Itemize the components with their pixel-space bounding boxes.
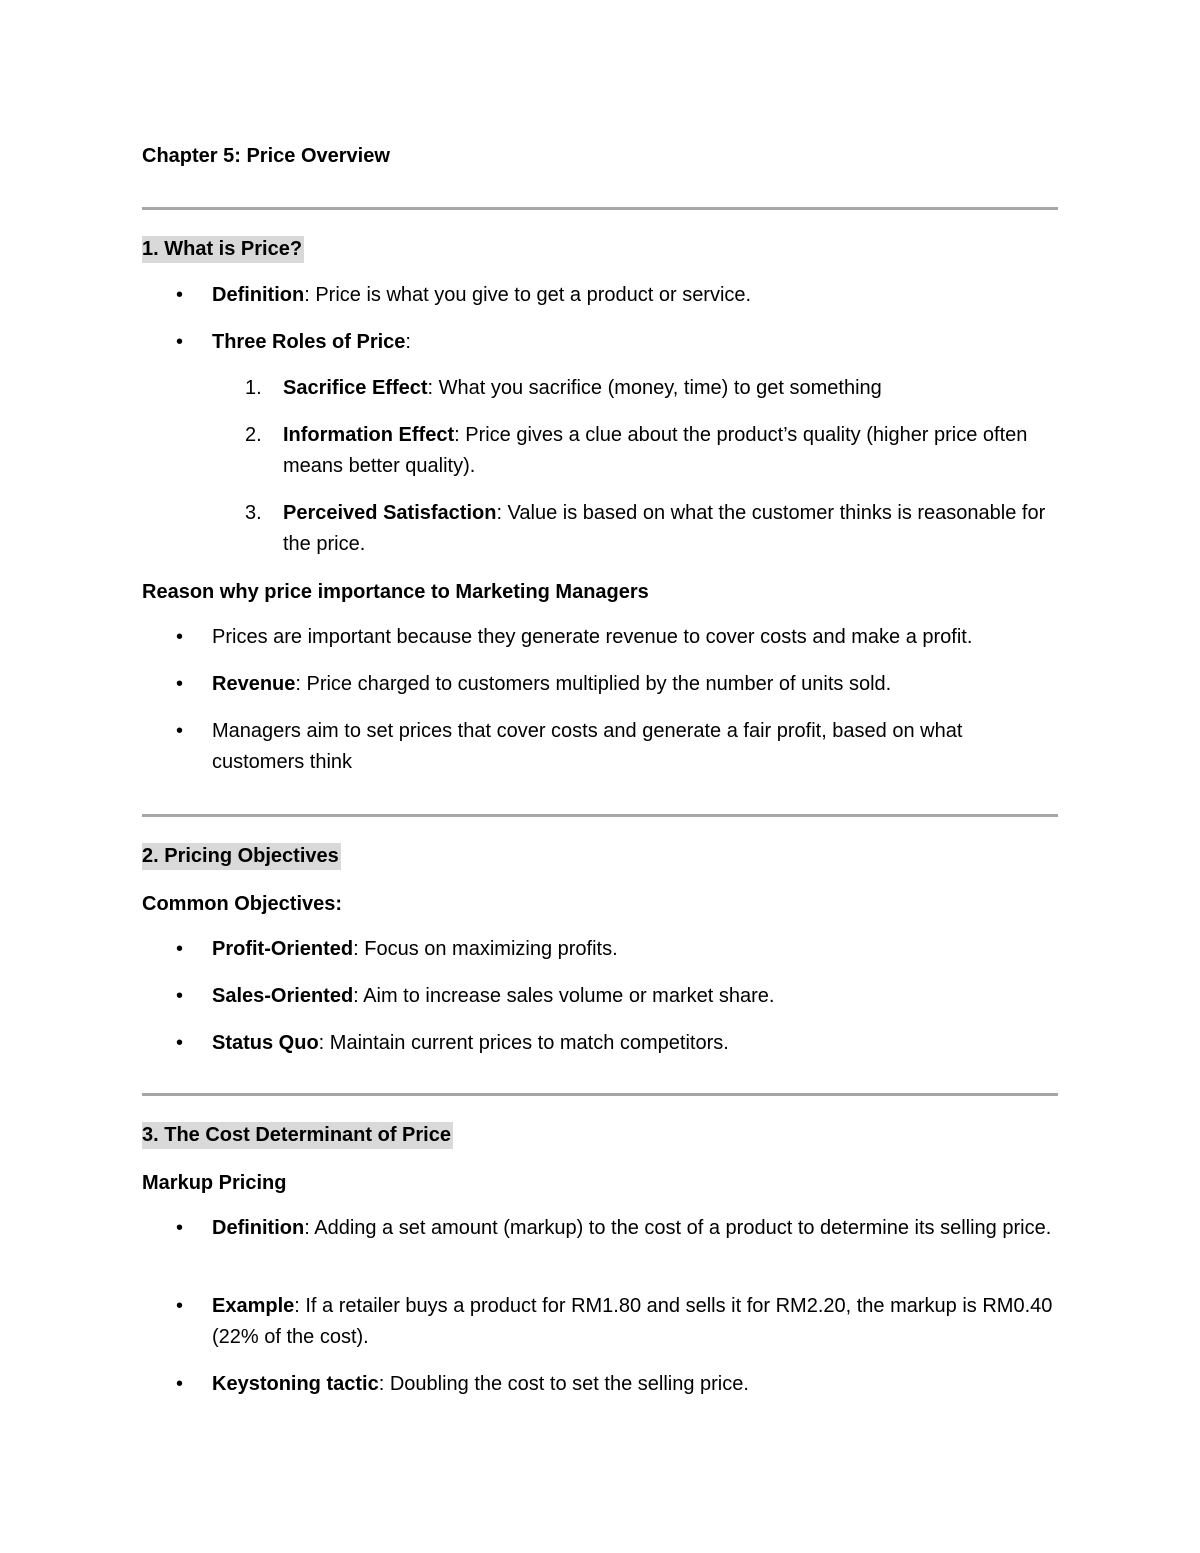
item-text: : [405,331,411,353]
section-heading-cost-determinant [142,1120,453,1150]
item-text: : If a retailer buys a product for RM1.80 and sells it for RM2.20, the markup is RM0.40 (22% of the cost). [212,1295,1053,1348]
item-label: Example [212,1295,295,1317]
list-item-profit-oriented [212,934,1058,965]
item-text: : What you sacrifice (money, time) to get something [427,377,882,399]
subheading-reason: Reason why price importance to Marketing Managers [142,581,649,603]
list-item-definition [212,280,1058,311]
list-item-sales-oriented [212,981,1058,1012]
item-number: 2. [245,424,262,446]
item-text: : Adding a set amount (markup) to the cost of a product to determine its selling price. [304,1217,1052,1239]
item-label: Revenue [212,673,296,695]
section-heading-text: 2. Pricing Objectives [142,843,341,870]
item-number: 3. [245,502,262,524]
list-item-three-roles [212,327,1058,358]
item-label: Profit-Oriented [212,938,354,960]
item-text: Prices are important because they generate revenue to cover costs and make a profit. [212,626,973,648]
subheading-common-objectives: Common Objectives: [142,893,343,915]
horizontal-rule [142,1093,1058,1096]
subheading-markup-pricing: Markup Pricing [142,1172,287,1194]
document-title: Chapter 5: Price Overview [142,145,390,167]
item-text: Managers aim to set prices that cover costs and generate a fair profit, based on what customers think [212,720,963,773]
item-number: 1. [245,377,262,399]
list-item-status-quo [212,1028,1058,1059]
item-label: Perceived Satisfaction [283,502,497,524]
item-text: : Price charged to customers multiplied by the number of units sold. [295,673,892,695]
item-text: : Doubling the cost to set the selling price. [378,1373,749,1395]
item-text: : Focus on maximizing profits. [353,938,618,960]
item-label: Keystoning tactic [212,1373,379,1395]
section-heading-text: 1. What is Price? [142,236,304,263]
item-text: : Price is what you give to get a product or service. [304,284,752,306]
document-page [142,0,1058,1553]
item-text: : Value is based on what the customer thinks is reasonable for the price. [283,502,1046,555]
item-label: Information Effect [283,424,455,446]
item-label: Definition [212,1217,305,1239]
numbered-item-information-effect [245,420,1058,482]
list-item-keystoning [212,1369,1058,1400]
item-label: Status Quo [212,1032,319,1054]
horizontal-rule [142,207,1058,210]
item-text: : Price gives a clue about the product’s quality (higher price often means better quality). [283,424,1028,477]
numbered-item-sacrifice-effect [245,373,1058,404]
section-heading-what-is-price [142,234,304,264]
item-label: Sales-Oriented [212,985,354,1007]
horizontal-rule [142,814,1058,817]
item-label: Definition [212,284,305,306]
section-heading-text: 3. The Cost Determinant of Price [142,1122,453,1149]
item-text: : Aim to increase sales volume or market share. [353,985,775,1007]
numbered-item-perceived-satisfaction [245,498,1058,560]
list-item-markup-definition [212,1213,1058,1244]
item-label: Sacrifice Effect [283,377,428,399]
item-text: : Maintain current prices to match competitors. [318,1032,729,1054]
list-item-revenue [212,669,1058,700]
item-label: Three Roles of Price [212,331,406,353]
list-item-example [212,1291,1058,1353]
list-item-prices-important [212,622,1058,653]
section-heading-pricing-objectives [142,841,341,871]
list-item-managers-aim [212,716,1058,778]
